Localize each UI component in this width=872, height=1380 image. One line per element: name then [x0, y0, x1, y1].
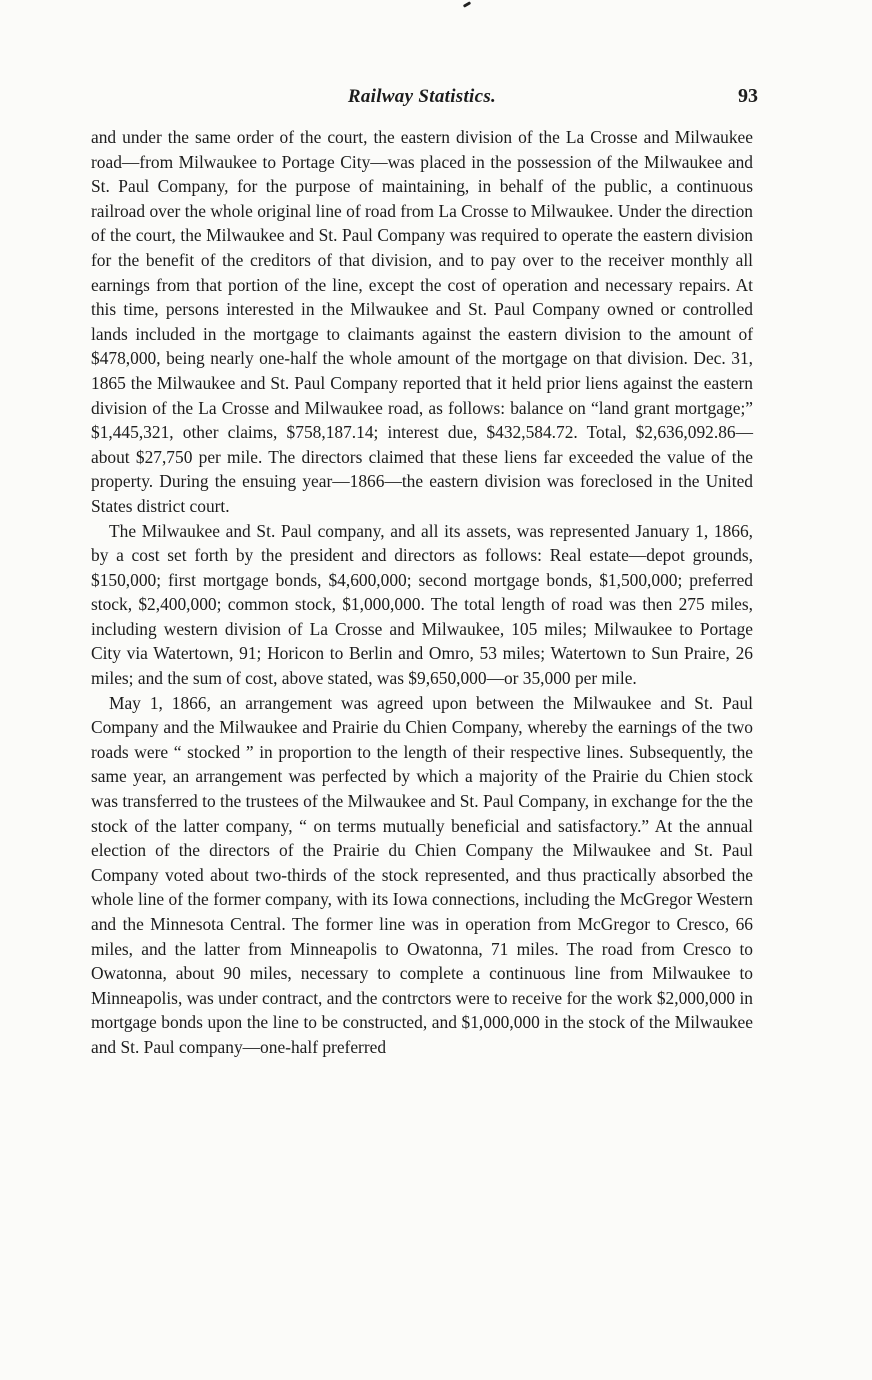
paragraph-1: and under the same order of the court, the eastern division of the La Crosse and Milwaukee road—from Milwaukee to Portage City—was placed in the possession of the Milwaukee and St. Paul Company, for the purpose of maintaining, in behalf of the public, a continuous railroad over the whole original line of road from La Crosse to Milwaukee. Under the direction of the court, the Milwaukee and St. Paul Company was required to operate the eastern division for the benefit of the creditors of that division, and to pay over to the receiver monthly all earnings from that portion of the line, except the cost of operation and necessary repairs. At this time, persons interested in the Milwaukee and St. Paul Company owned or controlled lands included in the mortgage to claimants against the eastern division to the amount of $478,000, being nearly one-half the whole amount of the mortgage on that division. Dec. 31, 1865 the Milwaukee and St. Paul Company reported that it held prior liens against the eastern division of the La Crosse and Milwaukee road, as follows: balance on “land grant mortgage;” $1,445,321, other claims, $758,187.14; interest due, $432,584.72. Total, $2,636,092.86—about $27,750 per mile. The directors claimed that these liens far exceeded the value of the property. During the ensuing year—1866—the eastern division was foreclosed in the United States district court. — [91, 127, 753, 516]
page-number: 93 — [738, 85, 758, 107]
running-title: Railway Statistics. — [347, 86, 497, 107]
body-text — [91, 125, 753, 1060]
ink-speck — [463, 1, 471, 8]
running-head — [90, 85, 758, 116]
paragraph-3: May 1, 1866, an arrangement was agreed upon between the Milwaukee and St. Paul Company and the Milwaukee and Prairie du Chien Company, whereby the earnings of the two roads were “ stocked ” in proportion to the length of their respective lines. Subsequently, the same year, an arrangement was perfected by which a majority of the Prairie du Chien stock was transferred to the trustees of the Milwaukee and St. Paul Company, in exchange for the the stock of the latter company, “ on terms mutually beneficial and satisfactory.” At the annual election of the directors of the Prairie du Chien Company the Milwaukee and St. Paul Company voted about two-thirds of the stock represented, and thus practically absorbed the whole line of the former company, with its Iowa connections, including the McGregor Western and the Minnesota Central. The former line was in operation from McGregor to Cresco, 66 miles, and the latter from Minneapolis to Owatonna, 71 miles. The road from Cresco to Owatonna, about 90 miles, necessary to complete a continuous line from Milwaukee to Minneapolis, was under contract, and the contrctors were to receive for the work $2,000,000 in mortgage bonds upon the line to be constructed, and $1,000,000 in the stock of the Milwaukee and St. Paul company—one-half preferred — [91, 692, 753, 1057]
paragraph-2: The Milwaukee and St. Paul company, and all its assets, was represented January 1, 1866, by a cost set forth by the president and directors as follows: Real estate—depot grounds, $150,000; first mortgage bonds, $4,600,000; second mortgage bonds, $1,500,000; preferred stock, $2,400,000; common stock, $1,000,000. The total length of road was then 275 miles, including western division of La Crosse and Milwaukee, 105 miles; Milwaukee to Portage City via Watertown, 91; Horicon to Berlin and Omro, 53 miles; Watertown to Sun Praire, 26 miles; and the sum of cost, above stated, was $9,650,000—or 35,000 per mile. — [91, 520, 753, 689]
